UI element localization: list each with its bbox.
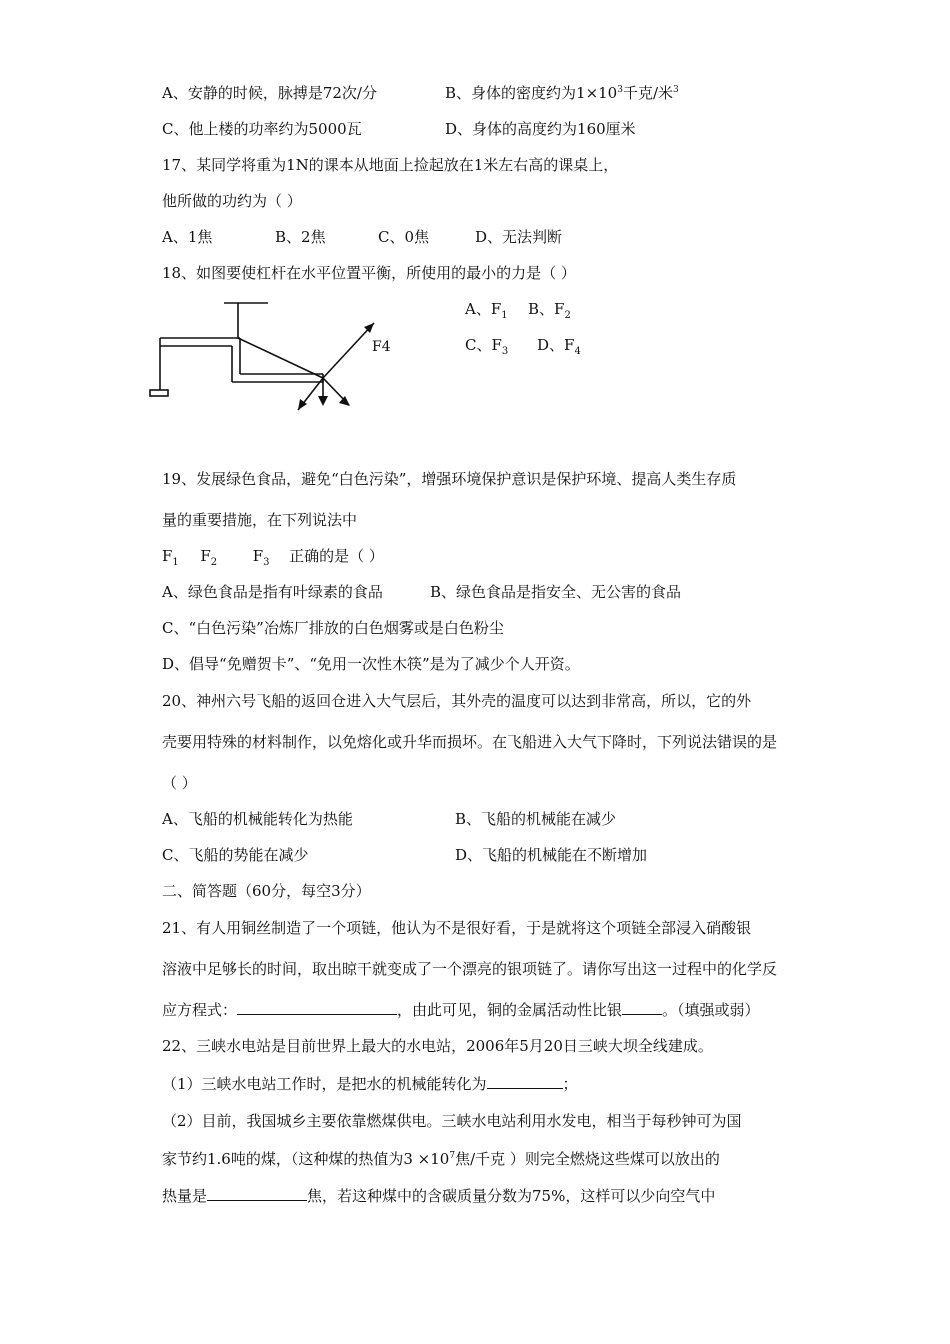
q22-part2-line2: 家节约1.6吨的煤，（这种煤的热值为$3 \times 10^7$焦/千克 ）则完全燃烧这些煤可以放出的 [162, 1150, 720, 1168]
q20-stem-line3: （ ） [162, 774, 197, 792]
q17-option-a: A、1焦 [162, 228, 213, 246]
q20-stem-line1: 20、神州六号飞船的返回仓进入大气层后，其外壳的温度可以达到非常高，所以，它的外 [162, 692, 752, 710]
q19-option-b: B、绿色食品是指安全、无公害的食品 [430, 583, 682, 601]
q22-stem: 22、三峡水电站是目前世界上最大的水电站，2006年5月20日三峡大坝全线建成。 [162, 1037, 713, 1055]
q19-force-labels [162, 545, 384, 567]
q16-option-a: A、安静的时候，脉搏是72次/分 [162, 84, 377, 102]
q17-option-b: B、2焦 [275, 228, 326, 246]
diagram-label-f4: F4 [372, 339, 391, 355]
q21-stem-line3: 应方程式： ，由此可见，铜的金属活动性比银 。（填强或弱） [162, 998, 760, 1021]
q16-option-d: D、身体的高度约为160厘米 [445, 120, 636, 138]
label-f3: $F_3$ [252, 547, 270, 568]
q20-option-c: C、飞船的势能在减少 [162, 846, 309, 864]
answer-blank-energy[interactable] [487, 1072, 563, 1089]
force-f3-arrowhead [339, 396, 350, 406]
q18-option-c: C、$F_3$ [465, 336, 509, 357]
lever-diagram [140, 290, 380, 420]
q22-part2-line3: 热量是 焦，若这种煤中的含碳质量分数为75%，这样可以少向空气中 [162, 1184, 715, 1207]
answer-blank-heat[interactable] [207, 1184, 307, 1201]
q19-option-d: D、倡导“免赠贺卡”、“免用一次性木筷”是为了减少个人开资。 [162, 655, 580, 673]
q18-option-d: D、$F_4$ [537, 336, 581, 357]
q18-option-b: B、$F_2$ [528, 300, 571, 321]
q17-stem-line2: 他所做的功约为（ ） [162, 192, 302, 210]
q16-option-b: B、身体的密度约为$1\times 10^3$千克/米$^3$ [445, 84, 679, 102]
q21-stem-line1: 21、有人用铜丝制造了一个项链，他认为不是很好看，于是就将这个项链全部浸入硝酸银 [162, 919, 752, 937]
q19-stem-line2: 量的重要措施，在下列说法中 [162, 511, 358, 529]
diagonal-string [238, 338, 323, 378]
q19-option-c: C、“白色污染”冶炼厂排放的白色烟雾或是白色粉尘 [162, 619, 504, 637]
force-f2-arrowhead [318, 396, 328, 406]
force-f4-arrow [323, 323, 374, 378]
q17-option-c: C、0焦 [378, 228, 430, 246]
section-heading: 二、简答题（60分，每空3分） [162, 882, 371, 900]
q19-correct-prompt: 正确的是（ ） [289, 547, 384, 565]
q20-option-a: A、飞船的机械能转化为热能 [162, 810, 353, 828]
q18-stem: 18、如图要使杠杆在水平位置平衡，所使用的最小的力是（ ） [162, 264, 576, 282]
q20-stem-line2: 壳要用特殊的材料制作，以免熔化或升华而损坏。在飞船进入大气下降时，下列说法错误的是 [162, 733, 778, 751]
q19-stem-line1: 19、发展绿色食品，避免“白色污染”，增强环境保护意识是保护环境、提高人类生存质 [162, 470, 737, 488]
q20-option-b: B、飞船的机械能在减少 [455, 810, 617, 828]
label-f2: $F_2$ [200, 547, 218, 568]
q22-part1: （1）三峡水电站工作时，是把水的机械能转化为 ； [162, 1072, 578, 1095]
q20-option-d: D、飞船的机械能在不断增加 [455, 846, 648, 864]
q18-option-a: A、$F_1$ [465, 300, 508, 321]
answer-blank-equation[interactable] [237, 998, 397, 1015]
q17-option-d: D、无法判断 [475, 228, 563, 246]
weight-block [150, 390, 168, 396]
q16-option-c: C、他上楼的功率约为5000瓦 [162, 120, 362, 138]
label-f1: $F_1$ [162, 547, 179, 568]
q22-part2-line1: （2）目前，我国城乡主要依靠燃煤供电。三峡水电站利用水发电，相当于每秒钟可为国 [162, 1112, 742, 1130]
q21-stem-line2: 溶液中足够长的时间，取出晾干就变成了一个漂亮的银项链了。请你写出这一过程中的化学反 [162, 960, 778, 978]
answer-blank-activity[interactable] [622, 998, 662, 1015]
q17-stem-line1: 17、某同学将重为1N的课本从地面上捡起放在1米左右高的课桌上， [162, 156, 619, 174]
q19-option-a: A、绿色食品是指有叶绿素的食品 [162, 583, 383, 601]
